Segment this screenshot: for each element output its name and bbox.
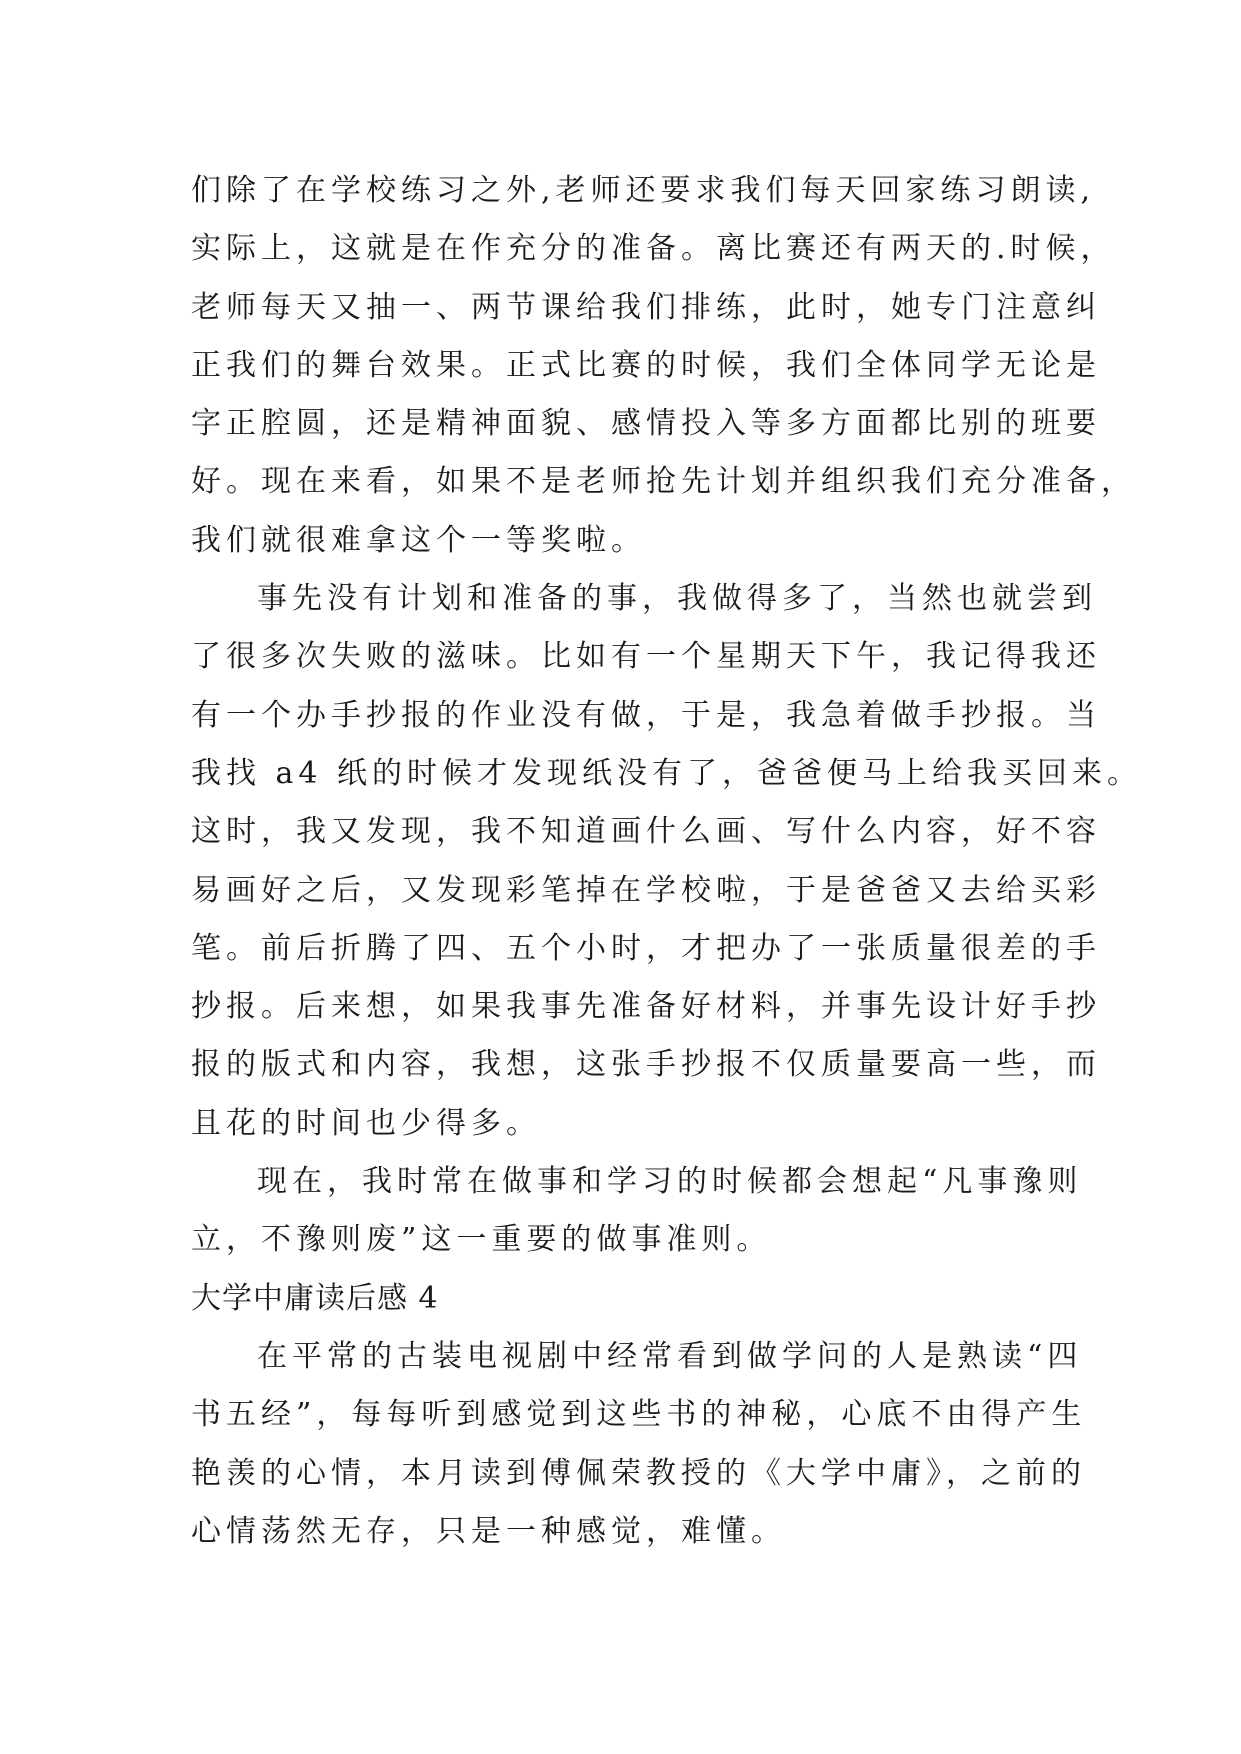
text-line: 字正腔圆，还是精神面貌、感情投入等多方面都比别的班要 [191,406,1101,442]
text-line: 我们就很难拿这个一等奖啦。 [191,522,646,558]
text-line: 易画好之后，又发现彩笔掉在学校啦，于是爸爸又去给买彩 [191,872,1101,908]
text-line: 我找 a4 纸的时候才发现纸没有了，爸爸便马上给我买回来。 [191,755,1143,791]
paragraph-2 [191,570,1143,1153]
text-line: 笔。前后折腾了四、五个小时，才把办了一张质量很差的手 [191,930,1101,966]
text-line: 艳羡的心情，本月读到傅佩荣教授的《大学中庸》，之前的 [191,1455,1086,1491]
text-line: 有一个办手抄报的作业没有做，于是，我急着做手抄报。当 [191,697,1101,733]
text-line: 了很多次失败的滋味。比如有一个星期天下午，我记得我还 [191,639,1101,675]
text-line: 这时，我又发现，我不知道画什么画、写什么内容，好不容 [191,814,1101,850]
text-line: 心情荡然无存，只是一种感觉，难懂。 [191,1513,786,1549]
text-line: 且花的时间也少得多。 [191,1105,541,1141]
text-line: 实际上，这就是在作充分的准备。离比赛还有两天的.时候， [191,231,1116,267]
paragraph-4 [191,1328,1091,1561]
text-line: 正我们的舞台效果。正式比赛的时候，我们全体同学无论是 [191,347,1101,383]
text-line: 抄报。后来想，如果我事先准备好材料，并事先设计好手抄 [191,989,1101,1025]
text-line: 事先没有计划和准备的事，我做得多了，当然也就尝到 [257,581,1097,617]
paragraph-1 [191,162,1136,570]
section-heading: 大学中庸读后感 4 [191,1280,439,1316]
document-body [191,162,1143,1561]
paragraph-3 [191,1153,1091,1270]
text-line: 现在，我时常在做事和学习的时候都会想起“凡事豫则 [257,1164,1083,1200]
text-line: 好。现在来看，如果不是老师抢先计划并组织我们充分准备， [191,464,1136,500]
text-line: 们除了在学校练习之外,老师还要求我们每天回家练习朗读, [191,173,1096,208]
text-line: 老师每天又抽一、两节课给我们排练，此时，她专门注意纠 [191,289,1101,325]
text-line: 立，不豫则废”这一重要的做事准则。 [191,1222,772,1258]
text-line: 报的版式和内容，我想，这张手抄报不仅质量要高一些，而 [191,1047,1101,1083]
text-line: 在平常的古装电视剧中经常看到做学问的人是熟读“四 [257,1338,1083,1374]
text-line: 书五经”，每每听到感觉到这些书的神秘，心底不由得产生 [191,1397,1087,1433]
